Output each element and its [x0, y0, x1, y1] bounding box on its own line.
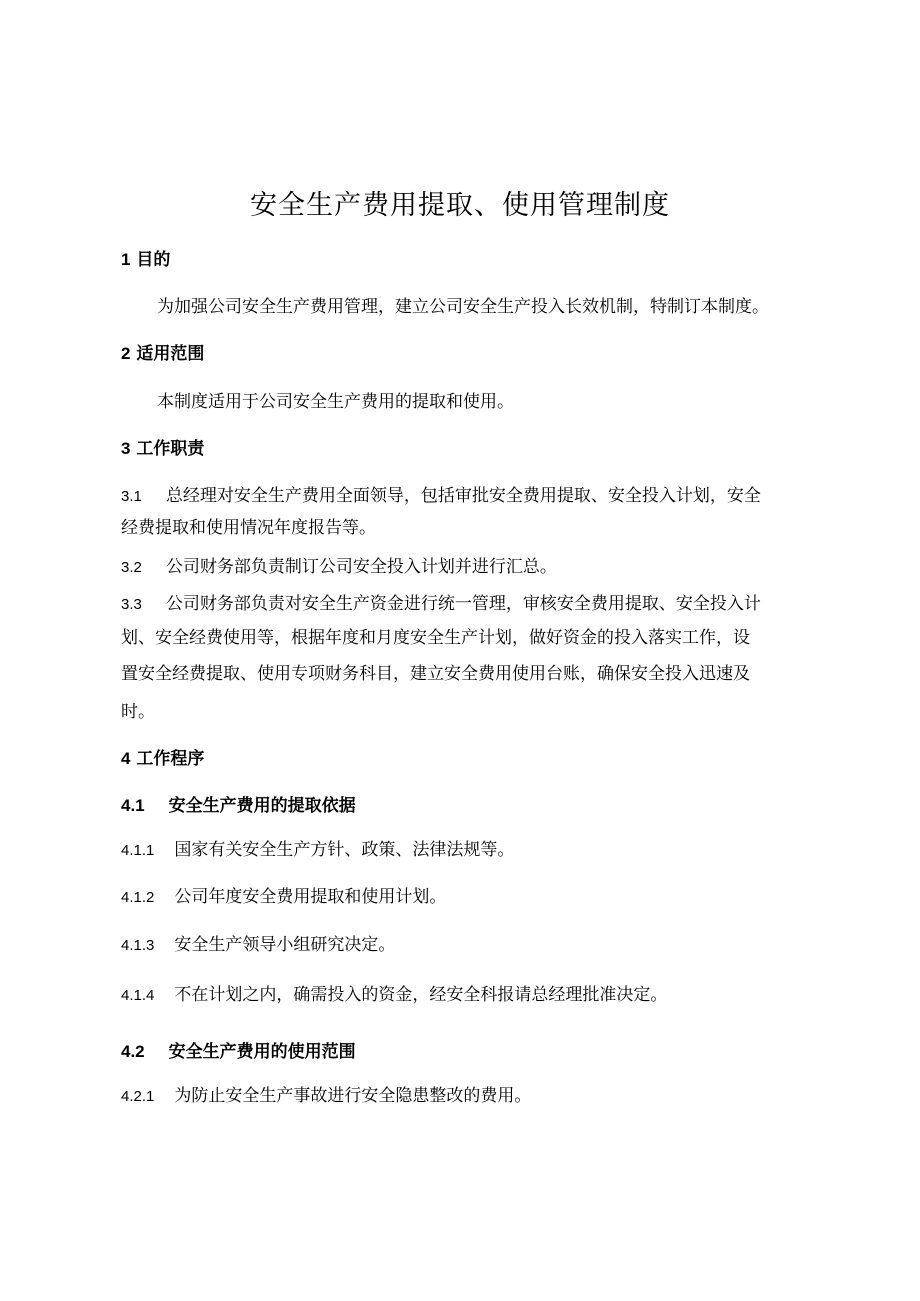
section-number: 4 [121, 749, 131, 768]
section-title: 适用范围 [136, 344, 205, 364]
section-number: 1 [121, 250, 131, 269]
subsection-number: 4.2 [121, 1042, 145, 1061]
section-title: 工作职责 [136, 439, 205, 459]
subsection-heading-4-1 [121, 794, 356, 818]
list-item-3-2 [121, 555, 557, 580]
subsection-heading-4-2 [121, 1040, 356, 1064]
item-continuation: 划、安全经费使用等，根据年度和月度安全生产计划，做好资金的投入落实工作，设 [121, 628, 750, 648]
section-heading-1 [121, 248, 170, 272]
item-number: 3.2 [121, 559, 142, 576]
item-text: 不在计划之内，确需投入的资金，经安全科报请总经理批准决定。 [174, 985, 668, 1005]
section-number: 3 [121, 439, 131, 458]
item-text: 安全生产领导小组研究决定。 [174, 935, 396, 955]
list-item-4-2-1 [121, 1084, 531, 1109]
item-number: 4.1.3 [121, 937, 155, 954]
item-number: 4.1.4 [121, 987, 155, 1004]
section-heading-4 [121, 747, 204, 771]
section-title: 目的 [136, 250, 171, 270]
item-continuation: 时。 [121, 702, 155, 722]
item-number: 4.1.2 [121, 889, 155, 906]
item-number: 4.2.1 [121, 1088, 155, 1105]
section-number: 2 [121, 344, 131, 363]
subsection-number: 4.1 [121, 796, 145, 815]
document-title: 安全生产费用提取、使用管理制度 [250, 190, 670, 221]
item-text: 公司年度安全费用提取和使用计划。 [174, 887, 447, 907]
item-number: 3.3 [121, 596, 142, 613]
item-text: 为防止安全生产事故进行安全隐患整改的费用。 [174, 1086, 532, 1106]
section-title: 工作程序 [136, 749, 205, 769]
item-text: 公司财务部负责制订公司安全投入计划并进行汇总。 [165, 557, 557, 577]
list-item-4-1-1 [121, 838, 514, 863]
section-heading-2 [121, 342, 204, 366]
item-number: 4.1.1 [121, 842, 155, 859]
item-continuation: 经费提取和使用情况年度报告等。 [121, 518, 376, 538]
section-heading-3 [121, 437, 204, 461]
item-continuation: 置安全经费提取、使用专项财务科目，建立安全费用使用台账，确保安全投入迅速及 [121, 664, 750, 684]
item-text: 国家有关安全生产方针、政策、法律法规等。 [174, 840, 515, 860]
item-text: 总经理对安全生产费用全面领导，包括审批安全费用提取、安全投入计划，安全 [165, 486, 761, 506]
subsection-title: 安全生产费用的提取依据 [168, 796, 356, 816]
list-item-4-1-4 [121, 983, 667, 1008]
item-number: 3.1 [121, 488, 142, 505]
list-item-3-1 [121, 484, 761, 509]
list-item-4-1-2 [121, 885, 446, 910]
list-item-3-3 [121, 592, 761, 617]
section-paragraph: 为加强公司安全生产费用管理，建立公司安全生产投入长效机制，特制订本制度。 [157, 297, 769, 317]
list-item-4-1-3 [121, 933, 395, 958]
item-text: 公司财务部负责对安全生产资金进行统一管理，审核安全费用提取、安全投入计 [165, 594, 761, 614]
subsection-title: 安全生产费用的使用范围 [168, 1042, 356, 1062]
section-paragraph: 本制度适用于公司安全生产费用的提取和使用。 [157, 392, 514, 412]
